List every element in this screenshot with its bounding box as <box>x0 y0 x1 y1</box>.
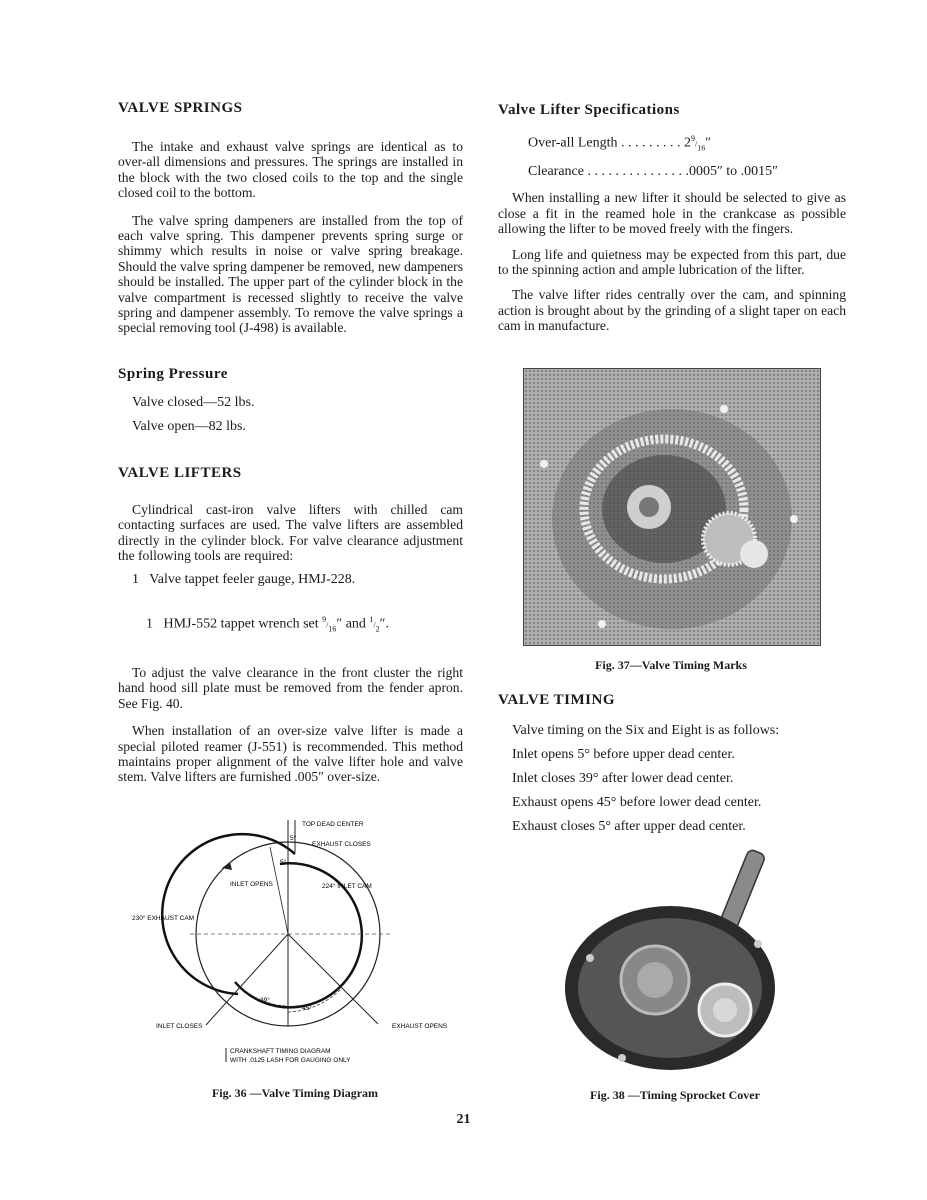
fig37-photo <box>523 368 821 646</box>
lifter-specs-p1: When installing a new lifter it should be selected to give as close a fit in the reamed hole in the crankcase as possible allowing the lifter to be moved freely with the fingers. <box>498 190 846 237</box>
valve-timing-diagram <box>130 812 460 1077</box>
clearance-spec: Clearance . . . . . . . . . . . . . . .0005″ to .0015″ <box>528 164 779 180</box>
length-unit: ″ <box>705 135 712 151</box>
label-5deg-top: 5° <box>290 835 297 842</box>
valve-timing-heading: VALVE TIMING <box>498 692 616 708</box>
label-note-1: CRANKSHAFT TIMING DIAGRAM <box>230 1048 331 1055</box>
valve-timing-section <box>498 692 846 835</box>
valve-closed-pressure: Valve closed—52 lbs. <box>132 394 255 410</box>
valve-timing-exhaust-opens: Exhaust opens 45° before lower dead center. <box>512 795 762 810</box>
label-inlet-cam: 224° INLET CAM <box>322 883 372 890</box>
length-frac-num: 9 <box>691 134 696 143</box>
label-inlet-opens: INLET OPENS <box>230 881 273 888</box>
length-frac-den: 16 <box>697 143 706 153</box>
timing-chain-illustration <box>524 369 820 645</box>
inlet-closes-line <box>206 934 288 1025</box>
valve-lifters-p3: When installation of an over-size valve lifter is made a special piloted reamer (J-551) is recommended. This method maintains proper alignment of the valve lifter hole and valve stem. Valve lifters are furnished .005″ over-size. <box>118 723 463 785</box>
left-column <box>118 96 463 785</box>
tool-feeler-gauge: 1 Valve tappet feeler gauge, HMJ-228. <box>132 571 356 587</box>
tool2-frac1-num: 9 <box>322 614 327 624</box>
valve-springs-p2: The valve spring dampeners are installed from the top of each valve spring. This dampener prevents spring surge or shimmy which results in noise or valve spring breakage. Should the valve spring dampener be removed, new dampeners should be installed. The upper part of the cylinder block in the valve compartment is recessed slightly to receive the valve spring and dampener assembly. To remove the valve springs a special removing tool (J-498) is available. <box>118 212 463 336</box>
label-note-2: WITH .0125 LASH FOR GAUGING ONLY <box>230 1057 351 1064</box>
label-top-dead-center: TOP DEAD CENTER <box>302 821 364 828</box>
tool2-text-b: ″ and <box>336 616 370 632</box>
valve-timing-inlet-closes: Inlet closes 39° after lower dead center. <box>512 771 734 786</box>
spring-pressure-heading: Spring Pressure <box>118 365 228 382</box>
label-45deg: 45° <box>302 1005 312 1012</box>
valve-springs-heading: VALVE SPRINGS <box>118 100 243 116</box>
label-exhaust-opens: EXHAUST OPENS <box>392 1023 448 1030</box>
tool2-frac2-den: 2 <box>375 623 380 633</box>
valve-lifters-heading: VALVE LIFTERS <box>118 464 242 481</box>
label-inlet-closes: INLET CLOSES <box>156 1023 203 1030</box>
length-label: Over-all Length . . . . . . . . . 2 <box>528 135 692 151</box>
valve-timing-exhaust-closes: Exhaust closes 5° after upper dead center. <box>512 819 746 834</box>
tool2-frac1-den: 16 <box>328 623 337 633</box>
valve-timing-intro: Valve timing on the Six and Eight is as follows: <box>512 723 780 738</box>
label-exhaust-closes: EXHAUST CLOSES <box>312 841 371 848</box>
valve-lifters-p2: To adjust the valve clearance in the front cluster the right hand hood sill plate must be removed from the fender apron. See Fig. 40. <box>118 664 463 711</box>
overall-length-spec: Over-all Length . . . . . . . . . $2^9/_{16}''$ <box>528 134 712 153</box>
lifter-specs-p2: Long life and quietness may be expected from this part, due to the spinning action and ample lubrication of the lifter. <box>498 246 846 278</box>
tool2-text-c: ″. <box>379 616 389 632</box>
label-exhaust-cam: 230° EXHAUST CAM <box>132 915 195 922</box>
valve-springs-p1: The intake and exhaust valve springs are identical as to over-all dimensions and pressures. The springs are installed in the block with the two closed coils to the top and the single closed coil to the bottom. <box>118 139 463 201</box>
tool-tappet-wrench: 1 HMJ-552 tappet wrench set $^9/_{16}''$ and $^1/_2''$. <box>146 614 389 633</box>
fig37-caption: Fig. 37—Valve Timing Marks <box>595 658 747 672</box>
label-5deg-b: 5° <box>280 859 287 866</box>
tool2-text-a: 1 HMJ-552 tappet wrench set <box>146 616 323 632</box>
tool2-frac2-num: 1 <box>369 614 374 624</box>
valve-open-pressure: Valve open—82 lbs. <box>132 418 246 434</box>
label-39deg: 39° <box>260 997 270 1004</box>
fig36-caption: Fig. 36 —Valve Timing Diagram <box>211 1086 379 1100</box>
valve-timing-inlet-opens: Inlet opens 5° before upper dead center. <box>512 747 735 762</box>
fig38-photo <box>560 848 810 1078</box>
lifter-specs-p3: The valve lifter rides centrally over the cam, and spinning action is brought about by the grinding of a slight taper on each cam in manufacture. <box>498 287 846 334</box>
fig38-caption: Fig. 38 —Timing Sprocket Cover <box>590 1088 760 1102</box>
valve-lifters-p1: Cylindrical cast-iron valve lifters with chilled cam contacting surfaces are used. The valve lifters are assembled directly in the cylinder block. For valve clearance adjustment the following tools are required: <box>118 501 463 564</box>
page-number: 21 <box>456 1112 471 1127</box>
lifter-specs-heading: Valve Lifter Specifications <box>498 102 680 118</box>
right-column <box>498 96 846 334</box>
